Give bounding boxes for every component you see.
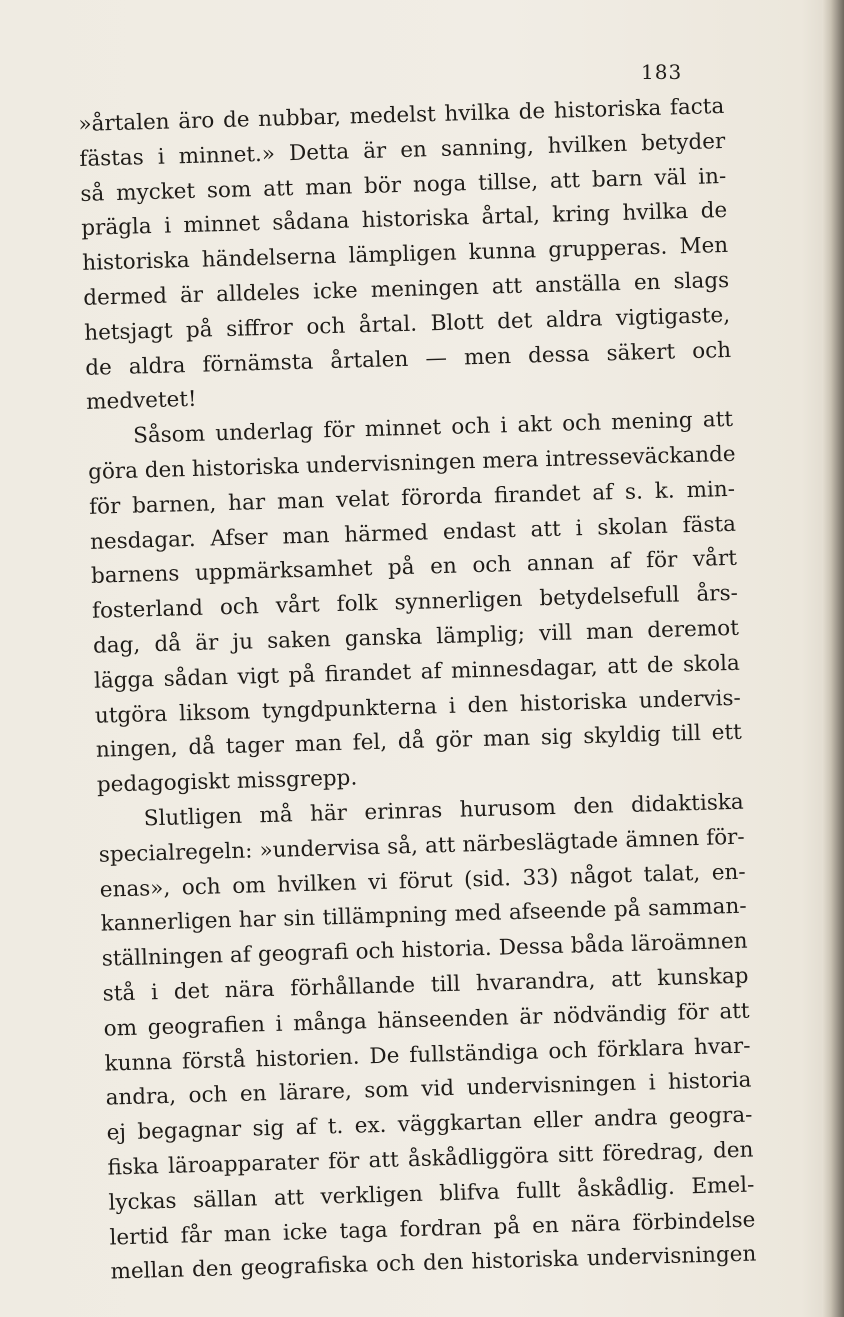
text-line: fästas i minnet.» Detta är en sanning, hvilken betyder — [79, 128, 726, 172]
text-line: andra, och en lärare, som vid undervisningen i historia — [105, 1067, 752, 1111]
text-line: ej begagnar sig af t. ex. väggkartan eller andra geogra- — [106, 1102, 753, 1146]
text-line: för barnen, har man velat förorda firandet af s. k. min- — [88, 476, 736, 520]
text-line: prägla i minnet sådana historiska årtal, kring hvilka de — [81, 198, 728, 242]
text-line: lägga sådan vigt på firandet af minnesdagar, att de skola — [93, 650, 741, 694]
text-line: specialregeln: »undervisa så, att närbeslägtade ämnen för- — [98, 824, 745, 868]
text-line: hetsjagt på siffror och årtal. Blott det aldra vigtigaste, — [83, 302, 731, 346]
page-number: 183 — [641, 60, 683, 84]
text-line: så mycket som att man bör noga tillse, att barn väl in- — [80, 163, 727, 207]
text-line: lyckas sällan att verkligen blifva fullt åskådlig. Emel- — [108, 1172, 755, 1216]
text-line: ningen, då tager man fel, då gör man sig skyldig till ett — [95, 720, 743, 764]
text-line: barnens uppmärksamhet på en och annan af för vårt — [90, 546, 738, 590]
body-text — [78, 90, 757, 1291]
text-line: de aldra förnämsta årtalen — men dessa säkert och — [84, 337, 732, 381]
text-line: nesdagar. Afser man härmed endast att i skolan fästa — [89, 511, 737, 555]
text-line: historiska händelserna lämpligen kunna grupperas. Men — [81, 233, 729, 277]
text-line: kannerligen har sin tillämpning med afseende på samman- — [100, 893, 747, 938]
text-line: lertid får man icke taga fordran på en nära förbindelse — [109, 1207, 756, 1251]
text-line: kunna förstå historien. De fullständiga och förklara hvar- — [104, 1033, 751, 1077]
text-line: mellan den geografiska och den historiska undervisningen — [110, 1241, 757, 1285]
text-line: »årtalen äro de nubbar, medelst hvilka de historiska facta — [78, 93, 725, 137]
text-line: medvetet! — [85, 387, 197, 416]
text-line: om geografien i många hänseenden är nödvändig för att — [103, 998, 750, 1042]
page-binding-edge — [822, 0, 844, 1317]
text-line: Slutligen må här erinras hurusom den didaktiska — [143, 789, 744, 832]
text-line: utgöra liksom tyngdpunkterna i den historiska undervis- — [94, 685, 742, 729]
text-line: fiska läroapparater för att åskådliggöra sitt föredrag, den — [107, 1137, 754, 1181]
text-line: Såsom underlag för minnet och i akt och mening att — [132, 407, 734, 449]
text-line: dermed är alldeles icke meningen att anställa en slags — [82, 267, 730, 311]
text-line: dag, då är ju saken ganska lämplig; vill man deremot — [92, 615, 740, 659]
text-line: fosterland och vårt folk synnerligen betydelsefull års- — [91, 580, 739, 624]
text-line: pedagogiskt missgrepp. — [96, 765, 358, 798]
text-line: göra den historiska undervisningen mera intresseväckande — [87, 441, 736, 485]
text-line: enas», och om hvilken vi förut (sid. 33) något talat, en- — [99, 859, 746, 903]
text-line: ställningen af geografi och historia. Dessa båda läroämnen — [101, 928, 748, 972]
text-line: stå i det nära förhållande till hvarandra, att kunskap — [102, 963, 749, 1007]
